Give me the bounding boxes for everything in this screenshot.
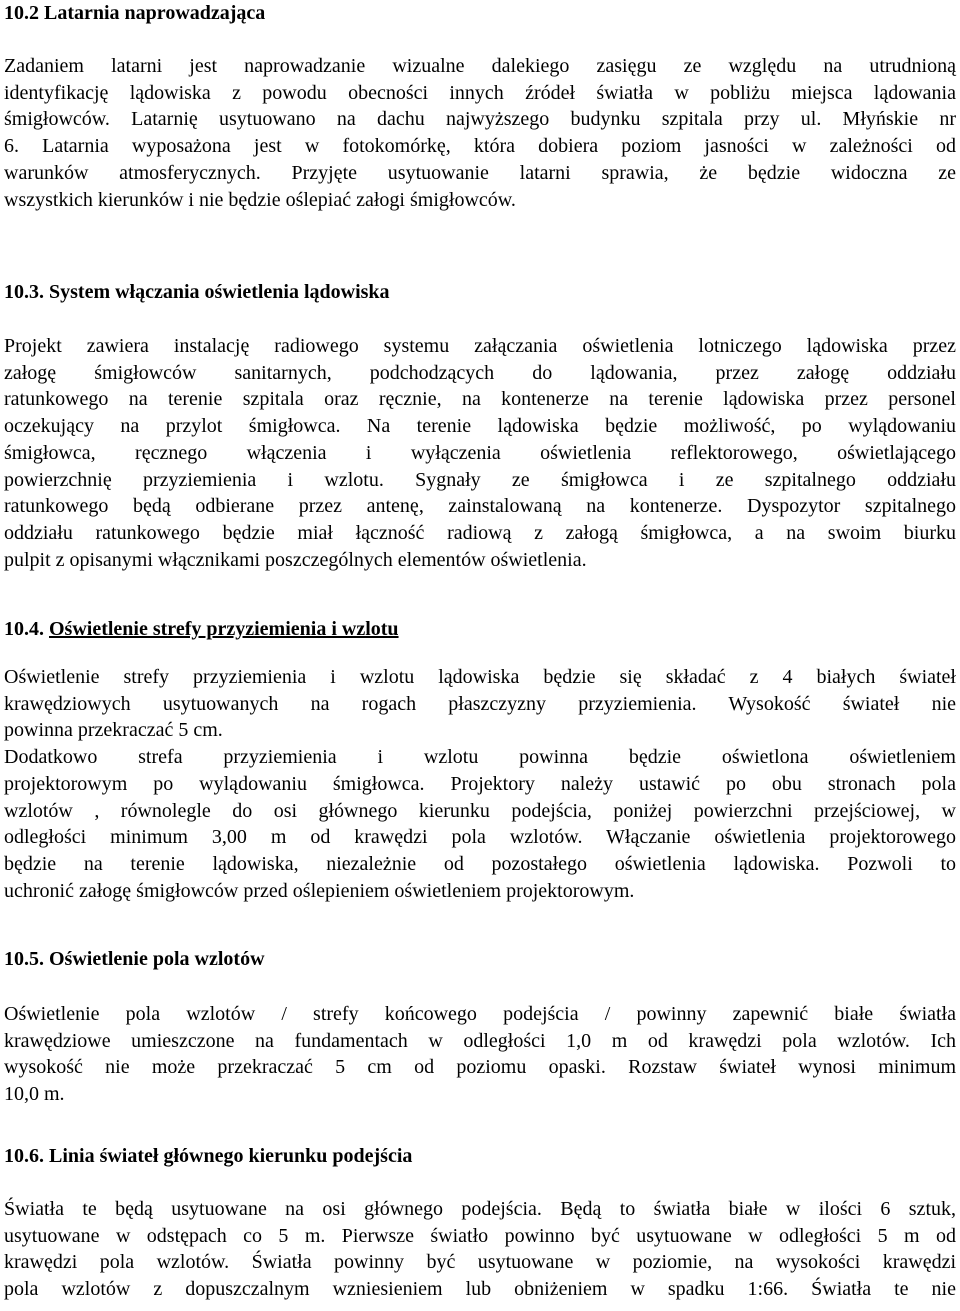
section-heading <box>4 616 956 642</box>
section-title: Oświetlenie strefy przyziemienia i wzlotu <box>49 618 399 640</box>
section-title: Latarnia naprowadzająca <box>44 2 266 24</box>
text-line: oczekujący na przylot śmigłowca. Na terenie lądowiska będzie możliwość, po wylądowaniu <box>4 415 956 438</box>
text-line: krawędzi pola wzlotów. Światła powinny być usytuowane w poziomie, na wysokości krawędzi <box>4 1251 956 1274</box>
text-line: załogę śmigłowców sanitarnych, podchodzących do lądowania, przez załogę oddziału <box>4 361 956 384</box>
text-line: ratunkowego będą odbierane przez antenę, zainstalowaną na kontenerze. Dyspozytor szpitalnego <box>4 495 956 518</box>
text-line: ratunkowego na terenie szpitala oraz ręcznie, na kontenerze na terenie lądowiska przez personel <box>4 388 956 411</box>
text-line: wzlotów , równolegle do osi głównego kierunku podejścia, poniżej powierzchni przejściowej, w <box>4 799 956 822</box>
paragraph <box>4 53 956 213</box>
text-line: Dodatkowo strefa przyziemienia i wzlotu powinna będzie oświetlona oświetleniem <box>4 746 956 769</box>
text-line: będzie na terenie lądowiska, niezależnie od pozostałego oświetlenia lądowiska. Pozwoli to <box>4 852 956 875</box>
text-line: śmigłowców. Latarnię usytuowano na dachu najwyższego budynku szpitala przy ul. Młyńskie nr <box>4 108 956 131</box>
text-line: warunków atmosferycznych. Przyjęte usytuowanie latarni sprawia, że będzie widoczna ze <box>4 161 956 184</box>
text-line: powierzchnię przyziemienia i wzlotu. Sygnały ze śmigłowca i ze szpitalnego oddziału <box>4 468 956 491</box>
text-line: wszystkich kierunków i nie będzie oślepiać załogi śmigłowców. <box>4 188 516 211</box>
section-10-5 <box>4 946 956 972</box>
text-line: uchronić załogę śmigłowców przed oślepieniem oświetleniem projektorowym. <box>4 879 635 902</box>
section-title: System włączania oświetlenia lądowiska <box>49 281 390 303</box>
section-heading <box>4 279 956 305</box>
section-title: 10.2 <box>4 2 39 24</box>
text-line: usytuowane w odstępach co 5 m. Pierwsze światło powinno być usytuowane w odległości 5 m od <box>4 1224 956 1247</box>
section-heading <box>4 0 956 26</box>
section-number: 10.6. <box>4 1145 44 1167</box>
text-line: powinna przekraczać 5 cm. <box>4 719 223 742</box>
text-line: krawędziowych usytuowanych na rogach płaszczyzny przyziemienia. Wysokość świateł nie <box>4 692 956 715</box>
text-line: identyfikację lądowiska z powodu obecności innych źródeł światła w pobliżu miejsca lądowania <box>4 81 956 104</box>
section-10-6 <box>4 1143 956 1169</box>
text-line: krawędziowe umieszczone na fundamentach w odległości 1,0 m od krawędzi pola wzlotów. Ich <box>4 1029 956 1052</box>
section-number: 10.4. <box>4 618 44 640</box>
section-heading <box>4 946 956 972</box>
text-line: oddziału ratunkowego będzie miał łączność radiową z załogą śmigłowca, a na swoim biurku <box>4 521 956 544</box>
paragraph <box>4 333 956 573</box>
section-10-4 <box>4 616 956 642</box>
section-title: Oświetlenie pola wzlotów <box>49 948 265 970</box>
text-line: 6. Latarnia wyposażona jest w fotokomórkę, która dobiera poziom jasności w zależności od <box>4 135 956 158</box>
section-10-2 <box>4 0 956 26</box>
text-line: Oświetlenie strefy przyziemienia i wzlotu lądowiska będzie się składać z 4 białych świateł <box>4 666 956 688</box>
paragraph <box>4 1196 956 1303</box>
paragraph <box>4 664 956 904</box>
section-number: 10.3. <box>4 281 44 303</box>
text-line: 10,0 m. <box>4 1083 65 1106</box>
text-line: odległości minimum 3,00 m od krawędzi pola wzlotów. Włączanie oświetlenia projektorowego <box>4 826 956 849</box>
text-line: Światła te będą usytuowane na osi głównego podejścia. Będą to światła białe w ilości 6 sztuk, <box>4 1198 956 1220</box>
section-heading <box>4 1143 956 1169</box>
text-line: Oświetlenie pola wzlotów / strefy końcowego podejścia / powinny zapewnić białe światła <box>4 1003 956 1025</box>
section-10-3 <box>4 279 956 305</box>
text-line: wysokość nie może przekraczać 5 cm od poziomu opaski. Rozstaw świateł wynosi minimum <box>4 1056 956 1079</box>
text-line: projektorowym po wylądowaniu śmigłowca. Projektory należy ustawić po obu stronach pola <box>4 772 956 795</box>
paragraph <box>4 1001 956 1108</box>
section-title: Linia świateł głównego kierunku podejścia <box>49 1145 413 1167</box>
text-line: pola wzlotów z dopuszczalnym wzniesieniem lub obniżeniem w spadku 1:66. Światła te nie <box>4 1278 956 1301</box>
text-line: Zadaniem latarni jest naprowadzanie wizualne dalekiego zasięgu ze względu na utrudnioną <box>4 55 956 77</box>
text-line: Projekt zawiera instalację radiowego systemu załączania oświetlenia lotniczego lądowiska przez <box>4 335 956 357</box>
section-number: 10.5. <box>4 948 44 970</box>
text-line: pulpit z opisanymi włącznikami poszczególnych elementów oświetlenia. <box>4 548 587 571</box>
text-line: śmigłowca, ręcznego włączenia i wyłączenia oświetlenia reflektorowego, oświetlającego <box>4 441 956 464</box>
